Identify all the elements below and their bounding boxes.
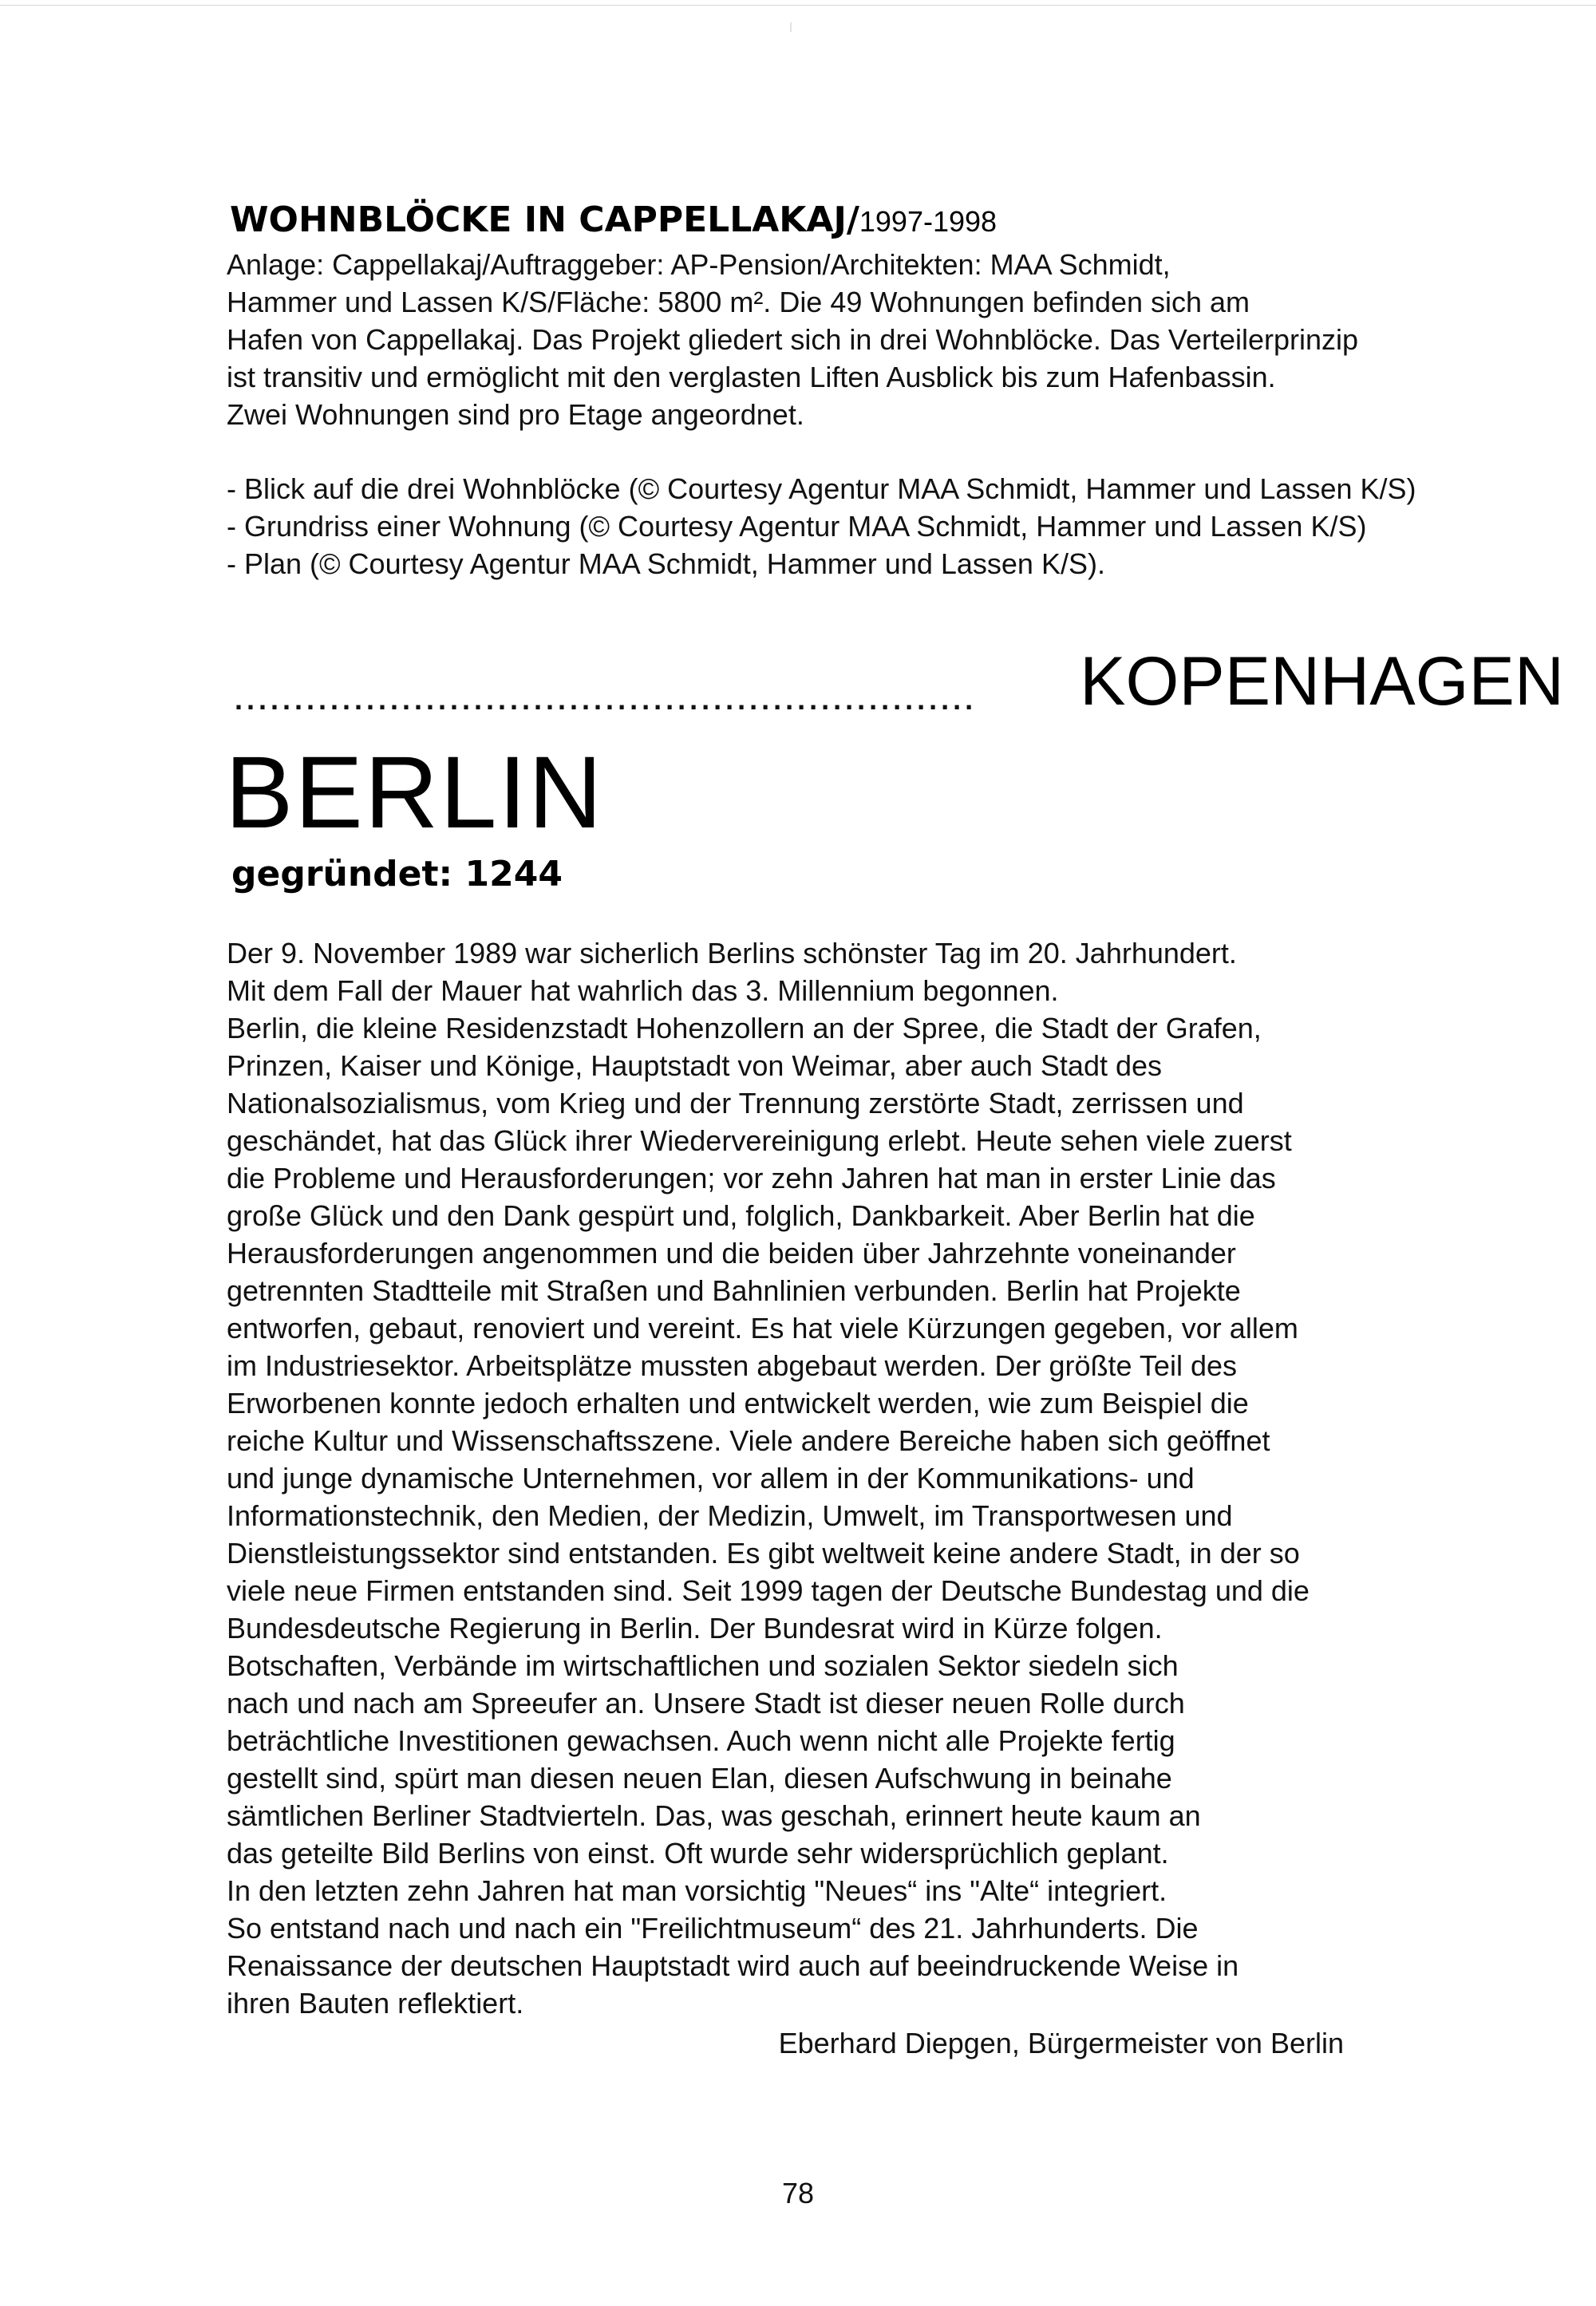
city-divider [235, 643, 1575, 720]
description-line: Hammer und Lassen K/S/Fläche: 5800 m². Die 49 Wohnungen befinden sich am [227, 286, 1250, 318]
text-line: Renaissance der deutschen Hauptstadt wird auch auf beeindruckende Weise in [227, 1949, 1239, 1982]
text-line: entworfen, gebaut, renoviert und vereint. Es hat viele Kürzungen gegeben, vor allem [227, 1312, 1298, 1345]
text-line: beträchtliche Investitionen gewachsen. Auch wenn nicht alle Projekte fertig [227, 1724, 1175, 1757]
dotted-leader: .............................................................. [235, 683, 978, 716]
credit-line: - Blick auf die drei Wohnblöcke (© Courtesy Agentur MAA Schmidt, Hammer und Lassen K/S) [227, 472, 1416, 505]
credit-line: - Grundriss einer Wohnung (© Courtesy Agentur MAA Schmidt, Hammer und Lassen K/S) [227, 510, 1367, 543]
founded-date: gegründet: 1244 [231, 854, 563, 894]
text-line: reiche Kultur und Wissenschaftsszene. Viele andere Bereiche haben sich geöffnet [227, 1424, 1270, 1457]
text-line: Dienstleistungssektor sind entstanden. Es gibt weltweit keine andere Stadt, in der so [227, 1537, 1300, 1570]
description-line: Anlage: Cappellakaj/Auftraggeber: AP-Pension/Architekten: MAA Schmidt, [227, 248, 1171, 281]
text-line: Berlin, die kleine Residenzstadt Hohenzollern an der Spree, die Stadt der Grafen, [227, 1012, 1262, 1044]
text-line: geschändet, hat das Glück ihrer Wiedervereinigung erlebt. Heute sehen viele zuerst [227, 1124, 1292, 1157]
description-line: Zwei Wohnungen sind pro Etage angeordnet. [227, 398, 804, 431]
description-line: ist transitiv und ermöglicht mit den verglasten Liften Ausblick bis zum Hafenbassin. [227, 361, 1276, 393]
text-line: Informationstechnik, den Medien, der Medizin, Umwelt, im Transportwesen und [227, 1499, 1233, 1532]
text-line: Der 9. November 1989 war sicherlich Berlins schönster Tag im 20. Jahrhundert. [227, 937, 1237, 969]
berlin-text [227, 934, 1310, 2022]
text-line: Prinzen, Kaiser und Könige, Hauptstadt von Weimar, aber auch Stadt des [227, 1049, 1163, 1082]
city-heading: BERLIN [225, 736, 604, 850]
text-line: im Industriesektor. Arbeitsplätze mussten abgebaut werden. Der größte Teil des [227, 1349, 1237, 1382]
project-title-text: WOHNBLÖCKE IN CAPPELLAKAJ/ [230, 199, 859, 240]
text-line: und junge dynamische Unternehmen, vor allem in der Kommunikations- und [227, 1462, 1195, 1495]
text-line: Nationalsozialismus, vom Krieg und der Trennung zerstörte Stadt, zerrissen und [227, 1087, 1244, 1119]
project-title [230, 199, 997, 240]
credit-line: - Plan (© Courtesy Agentur MAA Schmidt, Hammer und Lassen K/S). [227, 547, 1105, 580]
scan-mark [790, 22, 792, 32]
text-line: große Glück und den Dank gespürt und, folglich, Dankbarkeit. Aber Berlin hat die [227, 1199, 1255, 1232]
text-line: So entstand nach und nach ein "Freilichtmuseum“ des 21. Jahrhunderts. Die [227, 1912, 1199, 1945]
text-line: In den letzten zehn Jahren hat man vorsichtig "Neues“ ins "Alte“ integriert. [227, 1874, 1167, 1907]
city-name-previous: KOPENHAGEN [1080, 643, 1564, 720]
project-description [227, 246, 1358, 433]
text-line: das geteilte Bild Berlins von einst. Oft wurde sehr widersprüchlich geplant. [227, 1837, 1169, 1870]
text-line: Herausforderungen angenommen und die beiden über Jahrzehnte voneinander [227, 1237, 1236, 1269]
text-line: Mit dem Fall der Mauer hat wahrlich das 3. Millennium begonnen. [227, 974, 1059, 1007]
text-line: Erworbenen konnte jedoch erhalten und entwickelt werden, wie zum Beispiel die [227, 1387, 1249, 1420]
scan-edge-line [0, 5, 1596, 6]
text-line: gestellt sind, spürt man diesen neuen Elan, diesen Aufschwung in beinahe [227, 1762, 1172, 1795]
text-line: sämtlichen Berliner Stadtvierteln. Das, was geschah, erinnert heute kaum an [227, 1799, 1201, 1832]
project-years: 1997-1998 [859, 205, 998, 238]
text-line: getrennten Stadtteile mit Straßen und Bahnlinien verbunden. Berlin hat Projekte [227, 1274, 1241, 1307]
text-line: nach und nach am Spreeufer an. Unsere Stadt ist dieser neuen Rolle durch [227, 1687, 1185, 1720]
photo-credits [227, 470, 1416, 582]
text-line: Bundesdeutsche Regierung in Berlin. Der Bundesrat wird in Kürze folgen. [227, 1612, 1163, 1645]
text-line: viele neue Firmen entstanden sind. Seit 1999 tagen der Deutsche Bundestag und die [227, 1574, 1310, 1607]
text-line: die Probleme und Herausforderungen; vor zehn Jahren hat man in erster Linie das [227, 1162, 1276, 1194]
description-line: Hafen von Cappellakaj. Das Projekt gliedert sich in drei Wohnblöcke. Das Verteilerprinzip [227, 323, 1359, 356]
page-number: 78 [781, 2177, 815, 2209]
text-line: Botschaften, Verbände im wirtschaftlichen und sozialen Sektor siedeln sich [227, 1649, 1179, 1682]
text-line: ihren Bauten reflektiert. [227, 1987, 524, 2020]
signature: Eberhard Diepgen, Bürgermeister von Berlin [778, 2027, 1344, 2059]
